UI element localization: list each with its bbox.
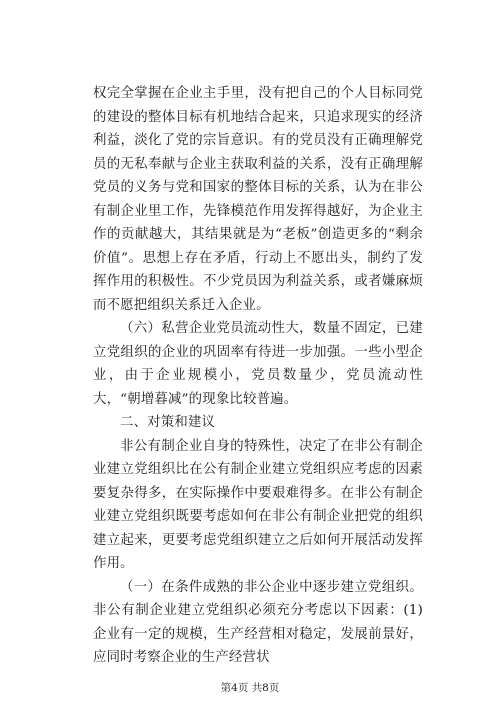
paragraph-item-six: （六）私营企业党员流动性大，数量不固定，已建立党组织的企业的巩固率有待进一步加强。一些小型企业，由于企业规模小，党员数量少，党员流动性大，“朝增暮减”的现象比较普遍。 xyxy=(93,321,423,407)
paragraph-intro: 非公有制企业自身的特殊性，决定了在非公有制企业建立党组织比在公有制企业建立党组织应考虑的因素要复杂得多，在实际操作中要艰难得多。在非公有制企业建立党组织既要考虑如何在非公有制企业把党的组织建立起来，更要考虑党组织建立之后如何开展活动发挥作用。 xyxy=(93,438,423,571)
paragraph-continuation: 权完全掌握在企业主手里，没有把自己的个人目标同党的建设的整体目标有机地结合起来，只追求现实的经济利益，淡化了党的宗旨意识。有的党员没有正确理解党员的无私奉献与企业主获取利益的关系，没有正确理解党员的义务与党和国家的整体目标的关系，认为在非公有制企业里工作，先锋模范作用发挥得越好，为企业主作的贡献越大，其结果就是为“老板”创造更多的“剩余价值”。思想上存在矛盾，行动上不愿出头，制约了发挥作用的积极性。不少党员因为利益关系，或者嫌麻烦而不愿把组织关系迁入企业。 xyxy=(93,86,423,313)
section-heading: 二、对策和建议 xyxy=(120,415,216,430)
paragraph-item-one: （一）在条件成熟的非公企业中逐步建立党组织。非公有制企业建立党组织必须充分考虑以下因素：(1)企业有一定的规模，生产经营相对稳定，发展前景好，应同时考察企业的生产经营状 xyxy=(93,579,423,665)
document-body xyxy=(93,82,423,670)
page-footer: 第4页 共8页 xyxy=(220,682,280,694)
